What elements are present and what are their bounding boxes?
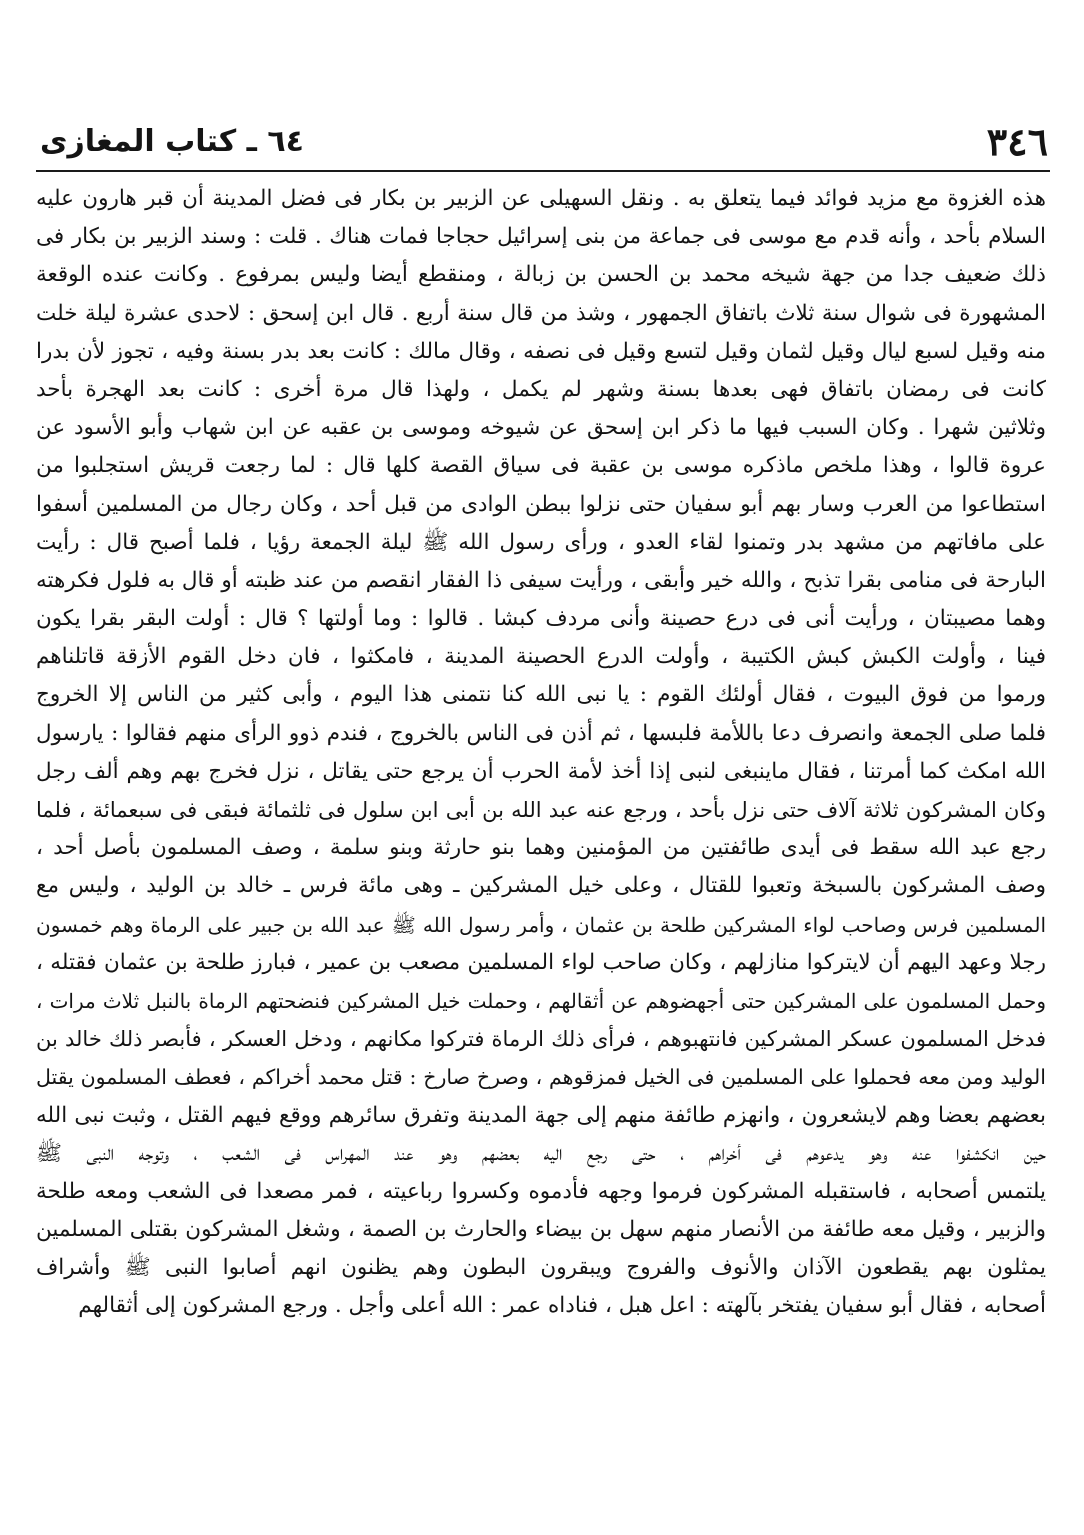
text-line: فينا ، وأولت الكبش كبش الكتيبة ، وأولت الدرع الحصينة المدينة ، فامكثوا ، فان دخل القوم الأزقة قاتلناهم bbox=[36, 644, 1046, 670]
text-line: السلام بأحد ، وأنه قدم مع موسى فى جماعة من بنى إسرائيل حجاجا فمات هناك . قلت : وسند الزبير بن بكار فى bbox=[36, 224, 1046, 250]
text-line: فلما صلى الجمعة وانصرف دعا باللأمة فلبسها ، ثم أذن فى الناس بالخروج ، فندم ذوو الرأى منهم فقالوا : يارسول bbox=[36, 720, 1046, 746]
text-line: ذلك ضعيف جدا من جهة شيخه محمد بن الحسن بن زبالة ، ومنقطع أيضا وليس بمرفوع . وكانت عنده الوقعة bbox=[36, 262, 1046, 288]
text-line: المشهورة فى شوال سنة ثلاث باتفاق الجمهور ، وشذ من قال سنة أربع . قال ابن إسحق : لاحدى عشرة ليلة خلت bbox=[36, 300, 1046, 326]
text-line: هذه الغزوة مع مزيد فوائد فيما يتعلق به . ونقل السهيلى عن الزبير بن بكار فى فضل المدينة أن قبر هارون عليه bbox=[36, 186, 1046, 211]
text-line: فدخل المسلمون عسكر المشركين فانتهبوهم ، فرأى ذلك الرماة فتركوا مكانهم ، ودخل العسكر ، فأبصر ذلك خالد بن bbox=[36, 1027, 1046, 1052]
text-line: المسلمين فرس وصاحب لواء المشركين طلحة بن عثمان ، وأمر رسول الله ﷺ عبد الله بن جبير على الرماة وهم خمسون bbox=[36, 912, 1046, 937]
text-line: على مافاتهم من مشهد بدر وتمنوا لقاء العدو ، ورأى رسول الله ﷺ ليلة الجمعة رؤيا ، فلما أصبح قال : رأيت bbox=[36, 529, 1046, 555]
text-line: وثلاثين شهرا . وكان السبب فيها ما ذكر ابن إسحق عن شيوخه وموسى بن عقبه عن ابن شهاب وأبو الأسود عن bbox=[36, 415, 1046, 441]
text-line: منه وقيل لسبع ليال وقيل لثمان وقيل لتسع وقيل فى نصفه ، وقال مالك : كانت بعد بدر بسنة وفيه ، تجوز لأن بدرا bbox=[36, 338, 1046, 364]
text-line: الله امكث كما أمرتنا ، فقال ماينبغى لنبى إذا أخذ لأمة الحرب أن يرجع حتى يقاتل ، نزل فخرج بهم وهم ألف رجل bbox=[36, 758, 1046, 784]
text-line: استطاعوا من العرب وسار بهم أبو سفيان حتى نزلوا ببطن الوادى من قبل أحد ، وكان رجال من المسلمين أسفوا bbox=[36, 491, 1046, 517]
text-line: البارحة فى منامى بقرا تذبح ، والله خير وأبقى ، ورأيت سيفى ذا الفقار انقصم من عند ظبته أو قال به فلول فكرهته bbox=[36, 567, 1046, 593]
book-title: ٦٤ ـ كتاب المغازى bbox=[40, 124, 304, 159]
text-line: وهما مصيبتان ، ورأيت أنى فى درع حصينة وأنى مردف كبشا . قالوا : وما أولتها ؟ قال : أولت البقر بقرا يكون bbox=[36, 606, 1046, 632]
running-header bbox=[40, 120, 1048, 164]
text-line: يلتمس أصحابه ، فاستقبله المشركون فرموا وجهه فأدموه وكسروا رباعيته ، فمر مصعدا فى الشعب ومعه طلحة bbox=[36, 1178, 1046, 1204]
text-line: وكان المشركون ثلاثة آلاف حتى نزل بأحد ، ورجع عنه عبد الله بن أبى ابن سلول فى ثلثمائة فبقى فى سبعمائة ، فلما bbox=[36, 798, 1046, 822]
text-line: رجع عبد الله سقط فى أيدى طائفتين من المؤمنين وهما بنو حارثة وبنو سلمة ، وصف المسلمون بأصل أحد ، bbox=[36, 835, 1046, 861]
text-line: عروة قالوا ، وهذا ملخص ماذكره موسى بن عقبة فى سياق القصة كلها قال : لما رجعت قريش استجلبوا من bbox=[36, 453, 1046, 479]
text-line: ورموا من فوق البيوت ، فقال أولئك القوم : يا نبى الله كنا نتمنى هذا اليوم ، وأبى كثير من الناس إلا الخروج bbox=[36, 682, 1046, 708]
text-line: الوليد ومن معه فحملوا على المسلمين فى الخيل فمزقوهم ، وصرخ صارخ : قتل محمد أخراكم ، فعطف المسلمون يقتل bbox=[36, 1065, 1046, 1090]
text-line: بعضهم بعضا وهم لايشعرون ، وانهزم طائفة منهم إلى جهة المدينة وتفرق سائرهم ووقع فيهم القتل ، وثبت نبى الله bbox=[36, 1102, 1046, 1128]
text-line: وصف المشركون بالسبخة وتعبوا للقتال ، وعلى خيل المشركين ـ وهى مائة فرس ـ خالد بن الوليد ، وليس مع bbox=[36, 873, 1046, 899]
text-line: أصحابه ، فقال أبو سفيان يفتخر بآلهته : اعل هبل ، فناداه عمر : الله أعلى وأجل . ورجع المشركون إلى أثقالهم bbox=[78, 1293, 1046, 1319]
header-divider bbox=[36, 170, 1050, 172]
text-line: والزبير ، وقيل معه طائفة من الأنصار منهم سهل بن بيضاء والحارث بن الصمة ، وشغل المشركون بقتلى المسلمين bbox=[36, 1217, 1046, 1243]
text-line: كانت فى رمضان باتفاق فهى بعدها بسنة وشهر لم يكمل ، ولهذا قال مرة أخرى : كانت بعد الهجرة بأحد bbox=[36, 376, 1046, 402]
text-line: وحمل المسلمون على المشركين حتى أجهضوهم عن أثقالهم ، وحملت خيل المشركين فنضحتهم الرماة بالنبل ثلاث مرات ، bbox=[36, 988, 1046, 1013]
body-text bbox=[36, 180, 1046, 1326]
text-line: رجلا وعهد اليهم أن لايتركوا منازلهم ، وكان صاحب لواء المسلمين مصعب بن عمير ، فبارز طلحة بن عثمان فقتله ، bbox=[36, 949, 1046, 975]
page-number: ٣٤٦ bbox=[986, 119, 1048, 164]
text-line: يمثلون بهم يقطعون الآذان والأنوف والفروج ويبقرون البطون وهم يظنون انهم أصابوا النبى ﷺ وأشراف bbox=[36, 1255, 1046, 1281]
text-line: حين انكشفوا عنه وهو يدعوهم فى أخراهم ، حتى رجع اليه بعضهم وهو عند المهراس فى الشعب ، وتوجه النبى ﷺ bbox=[36, 1140, 1046, 1166]
